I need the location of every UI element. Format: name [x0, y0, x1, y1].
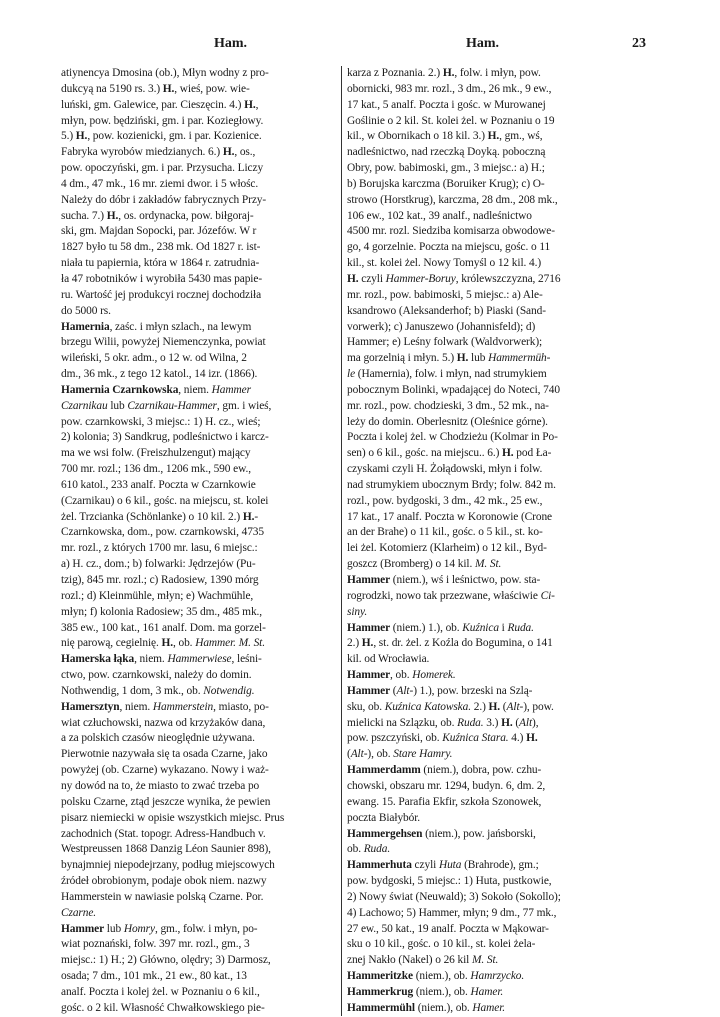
text-line: Obry, pow. babimoski, gm., 3 miejsc.: a) H.; [347, 162, 545, 175]
headword: H. [242, 510, 255, 523]
text-line: Hammerkrug (niem.), ob. Hamer. [347, 985, 504, 998]
headword: H. [488, 700, 501, 713]
headword: Hammerdamm [347, 764, 421, 777]
italic-term: Hammer [211, 383, 251, 396]
text-line: Hammergehsen (niem.), pow. jańsborski, [347, 827, 536, 840]
text-line: luński, gm. Galewice, par. Cieszęcin. 4.) H., [61, 98, 259, 111]
italic-term: Alt- [506, 700, 524, 713]
headword: Hammerhuta [347, 859, 412, 872]
text-line: Pierwotnie nazywała się ta osada Czarne, jako [61, 748, 268, 761]
running-header [0, 36, 720, 56]
italic-term: Ruda. [457, 716, 484, 729]
headword: H. [347, 272, 359, 285]
text-line: Hammerhuta czyli Huta (Brahrode), gm.; [347, 859, 539, 872]
italic-term: Homry [123, 922, 155, 935]
text-line: mr. rozl., pow. chodzieski, 3 dm., 52 mk., na- [347, 399, 549, 412]
text-line: sen) o 6 kil., gośc. na miejscu.. 6.) H. pod Ła- [347, 447, 552, 460]
text-line: Hammer (niem.) 1.), ob. Kuźnica i Ruda. [347, 621, 534, 634]
text-line: pow. opoczyński, gm. i par. Przysucha. Liczy [61, 162, 264, 175]
text-line: 4) Lachowo; 5) Hammer, młyn; 9 dm., 77 mk., [347, 906, 557, 919]
text-line: 385 ew., 100 kat., 161 analf. Dom. ma gorzel- [61, 621, 266, 634]
italic-term: Huta [438, 859, 462, 872]
text-line: (Czarnikau) o 6 kil., gośc. na miejscu, st. kolei [61, 494, 269, 507]
text-line: wiat poznański, folw. 397 mr. rozl., gm., 3 [61, 938, 250, 951]
text-line: nię parową, cegielnię. H., ob. Hammer. M. St. [61, 637, 265, 650]
headword: Hammergehsen [347, 827, 423, 840]
italic-term: Hamrzycko. [470, 970, 525, 983]
text-line: 17 kat., 5 analf. Poczta i gośc. w Murowanej [347, 98, 546, 111]
headword: Hammer [347, 669, 391, 682]
text-line: analf. Poczta i kolej żel. w Poznaniu o 6 kil., [61, 985, 260, 998]
text-line: strowo (Horstkrug), karczma, 28 dm., 208 mk., [347, 193, 558, 206]
text-line: rozl.; d) Kleinmühle, młyn; e) Wachmühle, [61, 589, 254, 602]
italic-term: Stare Hamry. [393, 748, 453, 761]
text-line: Należy do dóbr i zakładów fabrycznych Przy- [61, 193, 267, 206]
text-line: pow. bydgoski, 5 miejsc.: 1) Huta, pustkowie, [347, 875, 552, 888]
text-line: niała tu papiernia, która w 1864 r. zatrudnia- [61, 257, 260, 270]
text-line: chowski, obszaru mr. 1294, budyn. 6, dm. 2, [347, 779, 546, 792]
text-line: dukcyą na 5190 rs. 3.) H., wieś, pow. wie- [61, 82, 250, 95]
text-line: pisarz niemiecki w opisie wszystkich miejsc. Prus [61, 811, 285, 824]
text-line: nadleśnictwo, nad rzeczką Doyką. poboczną [347, 146, 546, 159]
text-line: kil., w Obornikach o 18 kil. 3.) H., gm., wś, [347, 130, 543, 143]
italic-term: Czarne. [61, 906, 97, 919]
text-line: b) Borujska karczma (Boruiker Krug); c) O- [347, 177, 545, 190]
headword: H. [501, 716, 513, 729]
right-running-head: Ham. [466, 36, 500, 51]
text-line: mr. rozl., pow. babimoski, 5 miejsc.: a) Ale- [347, 288, 543, 301]
text-line: kil. od Wrocławia. [347, 653, 430, 666]
headword: H. [526, 732, 538, 745]
italic-term: M. St. [472, 954, 499, 967]
headword: Hammer [347, 621, 391, 634]
text-line [347, 605, 639, 621]
italic-term: Czarnikau [61, 399, 108, 412]
text-line: ła 47 robotników i wyrobiła 5430 mas papie- [61, 272, 263, 285]
italic-term: Hammerwiese [167, 653, 232, 666]
text-line: mielicki na Szlązku, ob. Ruda. 3.) H. (Alt), [347, 716, 539, 729]
text-line: tzig), 845 mr. rozl.; c) Radosiew, 1390 mórg [61, 574, 259, 586]
text-line: an der Brahe) o 11 kil., gośc. o 5 kil., st. ko- [347, 526, 543, 539]
italic-term: Hammer-Boruy [385, 272, 456, 285]
text-line: ma gorzelnią i młyn. 5.) H. lub Hammermüh- [347, 352, 551, 365]
italic-term: Hammermüh- [488, 352, 551, 365]
text-line: ma we wsi folw. (Freiszhulzengut) mający [61, 447, 251, 460]
italic-term: Ruda. [363, 843, 391, 856]
italic-term: M. St. [474, 558, 502, 571]
italic-term: Kuźnica Stara. [442, 732, 509, 745]
headword: Hamernia Czarnkowska [61, 383, 179, 396]
text-line: Hammer; e) Leśny folwark (Waldvorwerk); [347, 336, 543, 349]
headword: H. [456, 352, 469, 365]
text-line: mr. rozl., z których 1700 mr. lasu, 6 miejsc.: [61, 542, 258, 555]
italic-term: Homerek. [412, 669, 456, 682]
italic-term: Kuźnica Katowska. [384, 700, 471, 713]
text-line: Hamernia, zaśc. i młyn szlach., na lewym [61, 320, 252, 333]
text-line: sku, ob. Kuźnica Katowska. 2.) H. (Alt-), pow. [347, 700, 554, 713]
headword: H. [106, 209, 119, 222]
text-line: 2.) H., st. dr. żel. z Koźla do Bogumina, o 141 [347, 637, 553, 650]
text-line: H. czyli Hammer-Boruy, królewszczyzna, 2716 [347, 272, 561, 285]
text-line: vorwerk); c) Januszewo (Johannisfeld); d) [347, 320, 536, 333]
text-line: młyn; f) kolonia Radosiew; 35 dm., 485 mk., [61, 605, 263, 618]
text-line: ski, gm. Majdan Sopocki, par. Józefów. W r [61, 225, 257, 238]
text-line: 610 katol., 233 analf. Poczta w Czarnkowie [61, 478, 256, 491]
italic-term: Alt [519, 716, 533, 729]
headword: Hammerkrug [347, 985, 414, 998]
text-line: bynajmniej niepodejrzany, podług miejscowych [61, 859, 275, 872]
text-line: 4 dm., 47 mk., 16 mr. ziemi dwor. i 5 włośc. [61, 177, 259, 190]
text-line: Hammer lub Homry, gm., folw. i młyn, po- [61, 922, 258, 935]
text-line: Westpreussen 1868 Danzig Léon Saunier 898), [61, 843, 271, 856]
text-line: Hammerstein w nawiasie polską Czarne. Por. [61, 890, 264, 903]
text-line: osada; 7 dm., 101 mk., 21 ew., 80 kat., 13 [61, 970, 247, 983]
text-line: kil., st. kolei żel. Nowy Tomyśl o 12 kil. 4.) [347, 257, 542, 270]
text-line: pobocznym Bolinki, wpadającej do Noteci, 740 [347, 383, 560, 396]
italic-term: Czarnikau-Hammer [127, 399, 217, 412]
headword: H. [487, 130, 500, 143]
headword: H. [222, 146, 235, 159]
text-line: źródeł obrobionym, podaje obok niem. nazwy [61, 875, 267, 888]
text-line: Hammer (Alt-) 1.), pow. brzeski na Szlą- [347, 684, 533, 697]
text-line: dm., 36 mk., z tego 12 katol., 14 izr. (1866). [61, 368, 258, 381]
right-column [347, 66, 639, 1017]
text-line: powyżej (ob. Czarne) wykazano. Nowy i waż- [61, 764, 269, 777]
text-line: Hammeritzke (niem.), ob. Hamrzycko. [347, 970, 525, 983]
text-line: Hamersztyn, niem. Hammerstein, miasto, po- [61, 700, 269, 713]
text-line: nad strumykiem ubocznym Brdy; folw. 842 m. [347, 478, 556, 491]
headword: Hammer [347, 574, 391, 586]
text-line: 700 mr. rozl.; 136 dm., 1206 mk., 590 ew., [61, 463, 251, 476]
text-line: młyn, pow. będziński, gm. i par. Koziegłowy. [61, 114, 264, 127]
text-line: Hammermühl (niem.), ob. Hamer. [347, 1001, 506, 1014]
text-line: le (Hamernia), folw. i młyn, nad strumykiem [347, 368, 547, 381]
headword: Hamerska łąka [61, 653, 135, 666]
italic-term: Hamer. [470, 985, 504, 998]
text-line: rozl., pow. bydgoski, 3 dm., 42 mk., 25 ew., [347, 494, 543, 507]
text-line: karza z Poznania. 2.) H., folw. i młyn, pow. [347, 67, 541, 79]
text-line: brzegu Wilii, powyżej Niemenczynka, powiat [61, 336, 266, 349]
text-line: wiat człuchowski, nazwa od krzyżaków dana, [61, 716, 266, 729]
italic-term: Ci- [540, 589, 555, 602]
headword: Hamersztyn [61, 700, 120, 713]
italic-term: Notwendig. [203, 684, 255, 697]
text-line: 106 ew., 102 kat., 39 analf., nadleśnictwo [347, 209, 532, 222]
headword: H. [502, 447, 514, 460]
text-line: czyskami czyli H. Żołądowski, młyn i folw. [347, 463, 543, 476]
italic-term: Hamer. [472, 1001, 506, 1014]
text-line: Hamerska łąka, niem. Hammerwiese, leśni- [61, 653, 262, 666]
headword: H. [244, 98, 256, 111]
text-line: miejsc.: 1) H.; 2) Główno, olędry; 3) Darmosz, [61, 954, 271, 967]
italic-term: le [347, 368, 356, 381]
text-line: ob. Ruda. [347, 843, 391, 856]
text-line: 5.) H., pow. kozienicki, gm. i par. Kozienice. [61, 130, 262, 143]
headword: Hammer [347, 684, 391, 697]
text-line: żel. Trzcianka (Schönlanke) o 10 kil. 2.) H.- [61, 510, 259, 523]
headword: H. [161, 637, 173, 650]
text-line: goszcz (Bromberg) o 14 kil. M. St. [347, 558, 502, 571]
left-column [61, 66, 356, 1017]
text-line: znej Nakło (Nakel) o 26 kil M. St. [347, 954, 499, 967]
headword: H. [75, 130, 88, 143]
text-line: 17 kat., 17 analf. Poczta w Koronowie (Crone [347, 510, 553, 523]
text-line: obornicki, 983 mr. rozl., 3 dm., 26 mk., 9 ew., [347, 82, 552, 95]
text-line: Hammer, ob. Homerek. [347, 669, 456, 682]
text-line: 2) kolonia; 3) Sandkrug, podleśnictwo i karcz- [61, 431, 269, 444]
headword: Hamernia [61, 320, 110, 333]
text-line: zachodnich (Stat. topogr. Adress-Handbuch v. [61, 827, 266, 840]
text-line: Hammerdamm (niem.), dobra, pow. czhu- [347, 764, 542, 777]
text-line: leży do domin. Oberlesnitz (Oleśnice górne). [347, 415, 548, 428]
text-line: 4500 mr. rozl. Siedziba komisarza obwodowe- [347, 225, 555, 238]
page-number: 23 [632, 36, 646, 51]
headword: H. [162, 82, 175, 95]
italic-term: Hammerstein [152, 700, 214, 713]
text-line: poczta Białybór. [347, 811, 421, 824]
italic-term: Alt- [350, 748, 368, 761]
text-line: ny dowód na to, że miasto to zwać trzeba po [61, 779, 260, 792]
text-line: Goślinie o 2 kil. St. kolei żel. w Poznaniu o 19 [347, 114, 555, 127]
text-line: a) H. cz., dom.; b) folwarki: Jędrzejów (Pu- [61, 558, 256, 571]
italic-term: Alt- [396, 684, 414, 697]
text-line [61, 906, 353, 922]
headword: Hammermühl [347, 1001, 415, 1014]
text-line: Czarnikau lub Czarnikau-Hammer, gm. i wieś, [61, 399, 272, 412]
text-line: Czarnkowska, dom., pow. czarnkowski, 4735 [61, 526, 265, 539]
text-line: Fabryka wyrobów miedzianych. 6.) H., os., [61, 146, 256, 159]
text-line: rogrodzki, nowo tak przezwane, właściwie Ci- [347, 589, 555, 602]
text-line: polsku Czarne, ztąd jeszcze wynika, że pewien [61, 795, 271, 808]
text-line: ru. Wartość jej produkcyi rocznej dochodziła [61, 288, 262, 301]
text-line: wileński, 5 okr. adm., o 12 w. od Wilna, 2 [61, 352, 247, 365]
text-line: do 5000 rs. [61, 304, 111, 317]
text-line: pow. pszczyński, ob. Kuźnica Stara. 4.) H. [347, 732, 538, 745]
text-line: pow. czarnkowski, 3 miejsc.: 1) H. cz., wieś; [61, 415, 261, 428]
text-line: Hammer (niem.), wś i leśnictwo, pow. sta- [347, 574, 541, 586]
text-line: Poczta i kolej żel. w Chodzieżu (Kolmar in Po- [347, 431, 558, 444]
text-line: 27 ew., 50 kat., 19 analf. Poczta w Mąkowar- [347, 922, 549, 935]
text-line: Hamernia Czarnkowska, niem. Hammer [61, 383, 251, 396]
italic-term: siny. [347, 605, 368, 618]
italic-term: Ruda. [507, 621, 534, 634]
text-line: atiynencya Dmosina (ob.), Młyn wodny z pro- [61, 67, 269, 79]
text-line: a za polskich czasów nieoględnie używana. [61, 732, 255, 745]
italic-term: Kuźnica [462, 621, 499, 634]
headword: H. [361, 637, 374, 650]
text-line: Nothwendig, 1 dom, 3 mk., ob. Notwendig. [61, 684, 255, 697]
column-divider [341, 66, 342, 1016]
headword: H. [442, 67, 455, 79]
text-line: lei żel. Kotomierz (Klarheim) o 12 kil., Byd- [347, 542, 547, 555]
text-line: ctwo, pow. czarnkowski, należy do domin. [61, 669, 252, 682]
text-line: 1827 było tu 58 dm., 238 mk. Od 1827 r. ist- [61, 241, 261, 254]
text-line: sku o 10 kil., gośc. o 10 kil., st. kolei żela- [347, 938, 536, 951]
left-running-head: Ham. [214, 36, 248, 51]
text-line: (Alt-), ob. Stare Hamry. [347, 748, 453, 761]
text-line: ksandrowo (Aleksanderhof; b) Piaski (Sand- [347, 304, 546, 317]
text-line: sucha. 7.) H., os. ordynacka, pow. biłgoraj- [61, 209, 254, 222]
italic-term: M. St. [238, 637, 265, 650]
headword: Hammer [61, 922, 105, 935]
italic-term: Hammer. [195, 637, 236, 650]
text-line: ewang. 15. Parafia Ekfir, szkoła Szonowek, [347, 795, 542, 808]
text-line: 2) Nowy świat (Neuwald); 3) Sokoło (Sokollo); [347, 890, 561, 903]
text-line: go, 4 gorzelnie. Poczta na miejscu, gośc. o 11 [347, 241, 551, 254]
headword: Hammeritzke [347, 970, 413, 983]
text-line: gośc. o 2 kil. Własność Chwałkowskiego pie- [61, 1001, 265, 1014]
